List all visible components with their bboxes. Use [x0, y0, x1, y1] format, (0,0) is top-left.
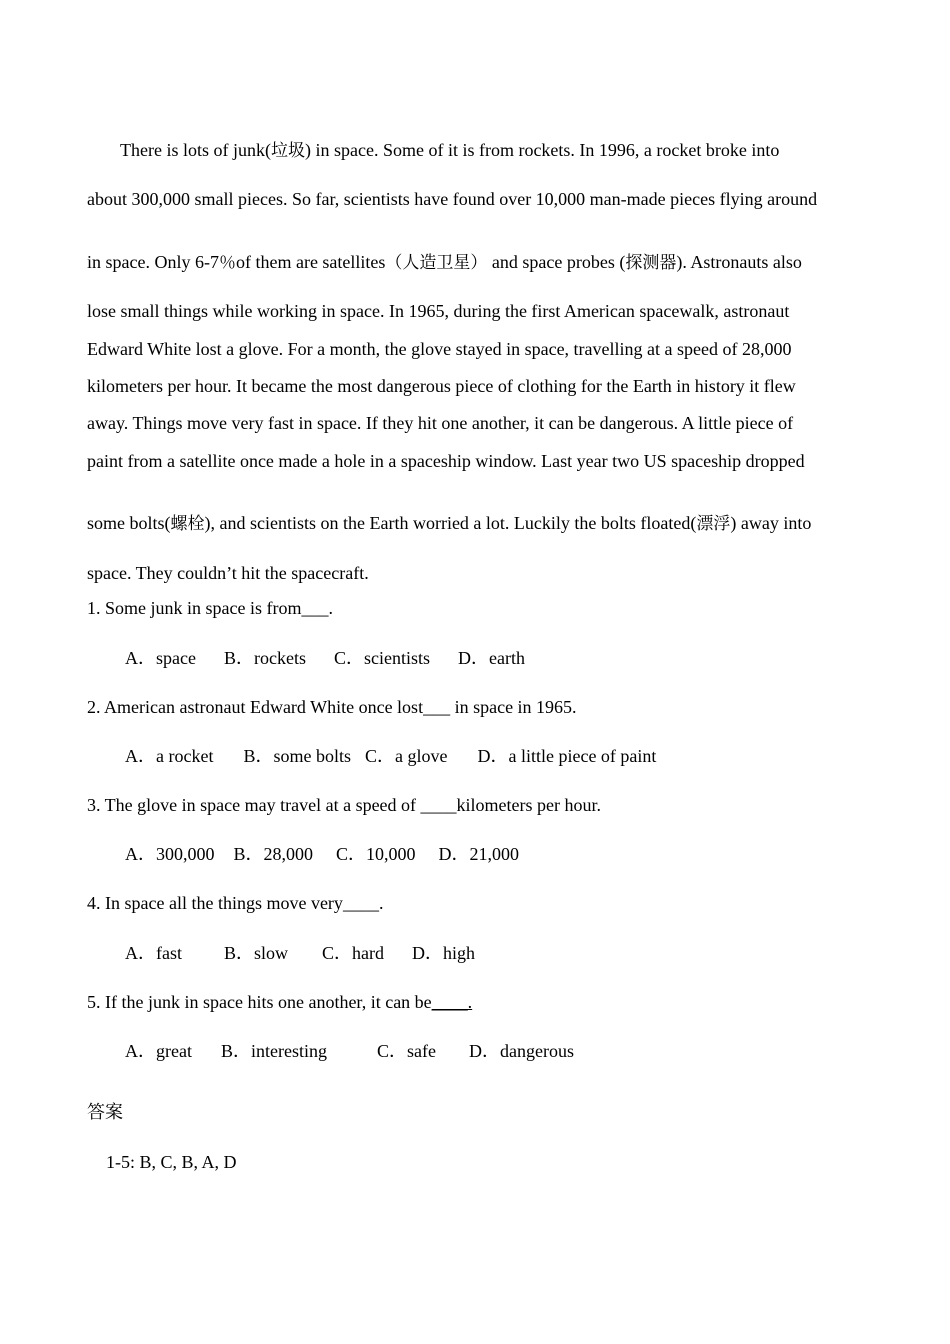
question-2-stem: 2. American astronaut Edward White once lost___ in space in 1965. [87, 697, 577, 717]
answer-blank: ___ [301, 598, 329, 618]
question-5-stem: 5. If the junk in space hits one another, it can be____. [87, 992, 473, 1012]
answer-blank: ___ [423, 697, 451, 717]
answer-blank: ____. [431, 992, 473, 1012]
question-3-stem: 3. The glove in space may travel at a speed of ____kilometers per hour. [87, 795, 602, 815]
answers-heading: 答案 [87, 1102, 123, 1123]
option-b: B．rockets [223, 648, 306, 668]
option-b: B．interesting [220, 1041, 327, 1061]
option-a: A．a rocket [125, 746, 214, 766]
passage-line-7: away. Things move very fast in space. If they hit one another, it can be dangerous. A little piece of [87, 413, 794, 433]
question-5-options [125, 1040, 574, 1062]
question-1-options [125, 647, 525, 669]
option-c: C．10,000 [336, 844, 416, 864]
option-d: D．21,000 [438, 844, 520, 864]
option-b: B．some bolts [243, 746, 351, 766]
option-c: C．scientists [333, 648, 430, 668]
passage-line-10: space. They couldn’t hit the spacecraft. [87, 563, 369, 583]
passage-line-1: There is lots of junk(垃圾) in space. Some of it is from rockets. In 1996, a rocket broke into [120, 140, 780, 161]
option-b: B．28,000 [233, 844, 314, 864]
option-c: C．safe [376, 1041, 436, 1061]
passage-line-3: in space. Only 6-7％of them are satellites（人造卫星） and space probes (探测器). Astronauts also [87, 252, 802, 273]
passage-line-8: paint from a satellite once made a hole in a spaceship window. Last year two US spaceship dropped [87, 451, 805, 471]
option-d: D．dangerous [468, 1041, 574, 1061]
passage-line-6: kilometers per hour. It became the most dangerous piece of clothing for the Earth in history it flew [87, 376, 796, 396]
option-c: C．hard [322, 943, 385, 963]
passage-line-9: some bolts(螺栓), and scientists on the Earth worried a lot. Luckily the bolts floated(漂浮) away into [87, 513, 812, 534]
passage-line-5: Edward White lost a glove. For a month, the glove stayed in space, travelling at a speed of 28,000 [87, 339, 792, 359]
option-d: D．earth [457, 648, 525, 668]
option-b: B．slow [224, 943, 289, 963]
option-a: A．fast [125, 943, 182, 963]
option-d: D．a little piece of paint [477, 746, 657, 766]
option-c: C．a glove [364, 746, 448, 766]
option-a: A．space [125, 648, 196, 668]
question-2-options [125, 745, 656, 767]
question-4-stem: 4. In space all the things move very____. [87, 893, 384, 913]
question-1-stem: 1. Some junk in space is from___. [87, 598, 333, 618]
answer-blank: ____ [342, 893, 379, 913]
option-a: A．300,000 [125, 844, 215, 864]
question-4-options [125, 942, 475, 964]
answer-blank: ____ [420, 795, 457, 815]
passage-line-4: lose small things while working in space. In 1965, during the first American spacewalk, astronaut [87, 301, 790, 321]
option-a: A．great [125, 1041, 192, 1061]
answers-text: 1-5: B, C, B, A, D [106, 1152, 237, 1172]
question-3-options [125, 843, 519, 865]
passage-line-2: about 300,000 small pieces. So far, scientists have found over 10,000 man-made pieces flying around [87, 189, 818, 209]
option-d: D．high [412, 943, 476, 963]
